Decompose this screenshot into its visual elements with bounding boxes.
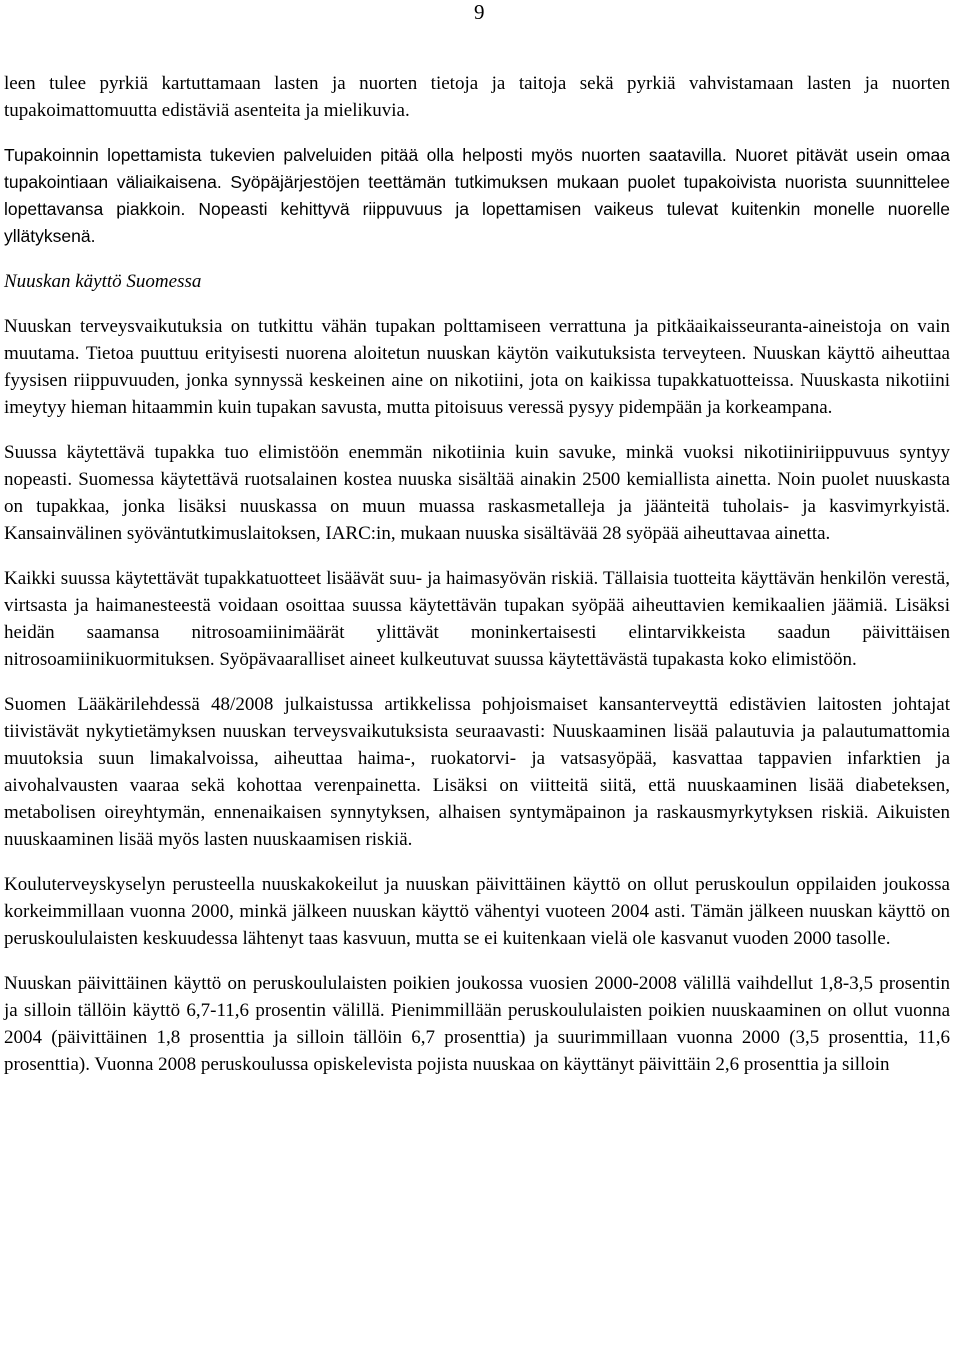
paragraph-7: Kouluterveyskyselyn perusteella nuuskakokeilut ja nuuskan päivittäinen käyttö on ollut peruskoulun oppilaiden joukossa korkeimmillaan vuonna 2000, minkä jälkeen nuuskan käyttö vähentyi vuoteen 2004 asti. Tämän jälkeen nuuskan käyttö on peruskoululaisten keskuudessa lähtenyt taas kasvuun, mutta se ei kuitenkaan vielä ole kasvanut vuoden 2000 tasolle. (4, 874, 950, 949)
page-number: 9 (474, 0, 485, 24)
section-heading: Nuuskan käyttö Suomessa (4, 271, 202, 292)
paragraph-6: Suomen Lääkärilehdessä 48/2008 julkaistussa artikkelissa pohjoismaiset kansanterveyttä edistävien laitosten johtajat tiivistävät nykytietämyksen nuuskan terveysvaikutuksista seuraavasti: Nuuskaaminen lisää palautuvia ja palautumattomia muutoksia suun limakalvoissa, aiheuttaa haima-, ruokatorvi- ja vatsasyöpää, kasvattaa tappavien infarktien ja aivohalvausten vaaraa sekä kohottaa verenpainetta. Lisäksi on viitteitä siitä, että nuuskaaminen lisää diabeteksen, metabolisen oireyhtymän, ennenaikaisen synnytyksen, alhaisen syntymäpainon ja raskausmyrkytyksen riskiä. Aikuisten nuuskaaminen lisää myös lasten nuuskaamisen riskiä. (4, 694, 950, 850)
page-body (4, 70, 950, 1078)
paragraph-8: Nuuskan päivittäinen käyttö on peruskoululaisten poikien joukossa vuosien 2000-2008 välillä vaihdellut 1,8-3,5 prosentin ja silloin tällöin käyttö 6,7-11,6 prosentin välillä. Pienimmillään peruskoululaisten poikien nuuskaaminen on ollut vuonna 2004 (päivittäinen 1,8 prosenttia ja silloin tällöin 6,7 prosenttia) ja suurimmillaan vuonna 2000 (3,5 prosenttia, 11,6 prosenttia). Vuonna 2008 peruskoulussa opiskelevista pojista nuuskaa on käyttänyt päivittäin 2,6 prosenttia ja silloin (4, 973, 950, 1075)
paragraph-4: Suussa käytettävä tupakka tuo elimistöön enemmän nikotiinia kuin savuke, minkä vuoksi nikotiiniriippuvuus syntyy nopeasti. Suomessa käytettävä ruotsalainen kostea nuuska sisältää ainakin 2500 kemiallista ainetta. Noin puolet nuuskasta on tupakkaa, jonka lisäksi nuuskassa on muun muassa raskasmetalleja ja jäänteitä tuholais- ja kasvimyrkyistä. Kansainvälinen syöväntutkimuslaitoksen, IARC:in, mukaan nuuska sisältävää 28 syöpää aiheuttavaa ainetta. (4, 442, 950, 544)
paragraph-1: leen tulee pyrkiä kartuttamaan lasten ja nuorten tietoja ja taitoja sekä pyrkiä vahvistamaan lasten ja nuorten tupakoimattomuutta edistäviä asenteita ja mielikuvia. (4, 73, 950, 121)
paragraph-3: Nuuskan terveysvaikutuksia on tutkittu vähän tupakan polttamiseen verrattuna ja pitkäaikaisseuranta-aineistoja on vain muutama. Tietoa puuttuu erityisesti nuorena aloitetun nuuskan käytön vaikutuksista terveyteen. Nuuskan käyttö aiheuttaa fyysisen riippuvuuden, jonka synnyssä keskeinen aine on nikotiini, jota on kaikissa tupakkatuotteissa. Nuuskasta nikotiini imeytyy hieman hitaammin kuin tupakan savusta, mutta pitoisuus veressä pysyy pidempään ja korkeampana. (4, 316, 950, 418)
paragraph-2: Tupakoinnin lopettamista tukevien palveluiden pitää olla helposti myös nuorten saatavilla. Nuoret pitävät usein omaa tupakointiaan väliaikaisena. Syöpäjärjestöjen teettämän tutkimuksen mukaan puolet tupakoivista nuorista suunnittelee lopettavansa piakkoin. Nopeasti kehittyvä riippuvuus ja lopettamisen vaikeus tulevat kuitenkin monelle nuorelle yllätyksenä. (4, 145, 950, 246)
paragraph-5: Kaikki suussa käytettävät tupakkatuotteet lisäävät suu- ja haimasyövän riskiä. Tällaisia tuotteita käyttävän henkilön verestä, virtsasta ja haimanesteestä voidaan osoittaa suussa käytettävän tupakan syöpää aiheuttavien kemikaalien jäämiä. Lisäksi heidän saamansa nitrosoamiinimäärät ylittävät moninkertaisesti elintarvikkeista saadun päivittäisen nitrosoamiinikuormituksen. Syöpävaaralliset aineet kulkeutuvat suussa käytettävästä tupakasta koko elimistöön. (4, 568, 950, 670)
